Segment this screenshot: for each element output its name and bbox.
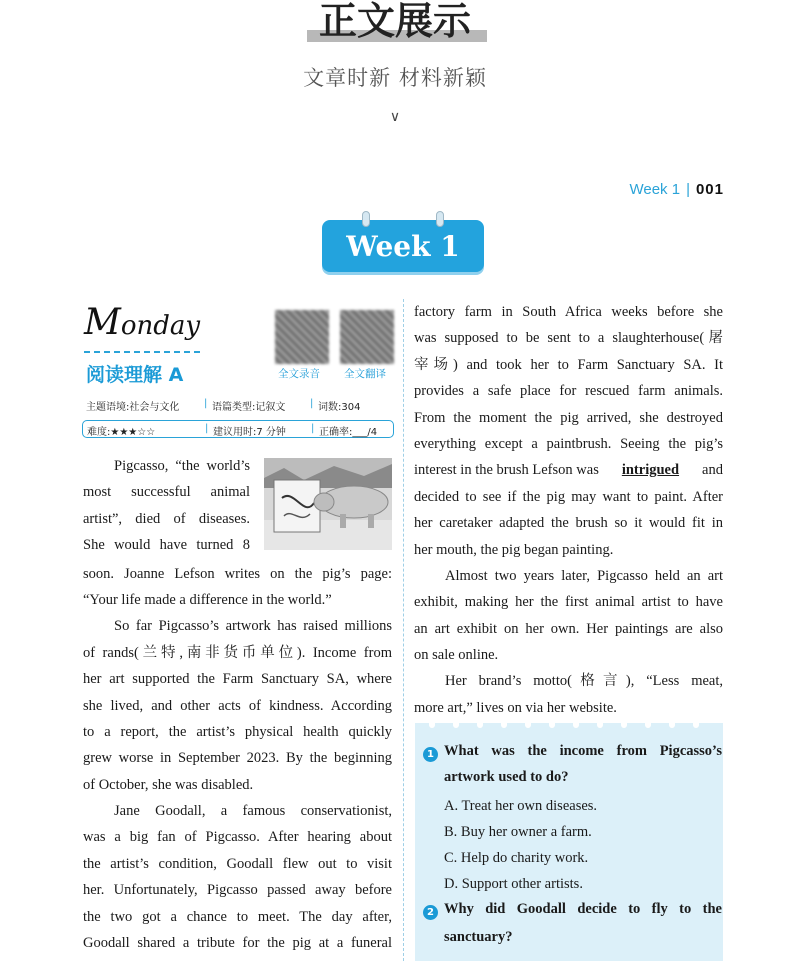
meta-theme: 主题语境:社会与文化: [86, 402, 180, 413]
meta-pipe: |: [205, 423, 209, 434]
page-title: 正文展示: [318, 0, 471, 43]
article-line: was supposed to be sent to a slaughterhouse(屠: [414, 330, 723, 347]
page-number: 001: [695, 181, 724, 198]
day-initial: M: [84, 302, 121, 343]
article-line: Jane Goodall, a famous conservationist,: [114, 803, 392, 820]
page-tag-week: Week 1: [629, 181, 681, 198]
article-left-column: [83, 453, 392, 956]
article-line: on sale online.: [414, 647, 499, 664]
week-badge: [322, 220, 484, 272]
article-text: and: [702, 462, 723, 479]
binder-holes: [415, 718, 723, 728]
article-line: decided to see if the pig may want to paint. After: [414, 488, 723, 505]
question-text: Why did Goodall decide to fly to the: [444, 901, 722, 917]
article-line: grew worse in September 2023. By the beginning: [83, 750, 392, 767]
article-line: to a report, the artist’s physical health quickly: [83, 723, 392, 740]
article-line: “Your life made a difference in the world.”: [83, 591, 332, 608]
question-number-badge: 2: [423, 905, 438, 920]
qr-label-audio: 全文录音: [278, 368, 320, 380]
page-tag-separator: |: [686, 181, 690, 198]
section-type: 阅读理解 A: [86, 364, 184, 386]
article-line: everything except a paintbrush. Seeing the pig’s: [414, 435, 723, 452]
qr-label-translation: 全文翻译: [344, 368, 386, 380]
article-line: She would have turned 8: [83, 537, 250, 554]
article-line: she lived, and other acts of kindness. According: [83, 697, 392, 714]
heading-divider: [84, 351, 200, 353]
article-line: soon. Joanne Lefson writes on the pig’s page:: [83, 565, 392, 582]
article-line: of October, she was disabled.: [83, 776, 254, 793]
meta-row-2: [82, 420, 394, 438]
article-line: artist”, died of diseases.: [83, 510, 250, 527]
meta-accuracy: 正确率:___/4: [319, 427, 378, 438]
article-line: provides a safe place for rescued farm animals.: [414, 383, 723, 400]
option-a[interactable]: A. Treat her own diseases.: [444, 798, 598, 814]
article-line: of rands(兰特,南非货币单位). Income from: [83, 644, 392, 661]
chevron-down-icon: ∨: [389, 109, 401, 125]
article-line: her. Unfortunately, Pigcasso passed away before: [83, 882, 392, 899]
binder-pin-icon: [436, 211, 444, 227]
option-b[interactable]: B. Buy her owner a farm.: [444, 824, 592, 840]
option-d[interactable]: D. Support other artists.: [444, 876, 583, 892]
article-line: an art exhibit on her own. Her paintings are also: [414, 620, 723, 637]
article-line: her caretaker adapted the brush so it would fit in: [414, 515, 723, 532]
week-badge-label: Week 1: [346, 229, 460, 263]
meta-difficulty: 难度:★★★☆☆: [87, 427, 156, 438]
meta-genre: 语篇类型:记叙文: [212, 402, 286, 413]
article-line: her art supported the Farm Sanctuary SA, where: [83, 671, 392, 688]
question-text: artwork used to do?: [444, 769, 569, 785]
meta-pipe: |: [311, 423, 315, 434]
qr-code-audio[interactable]: [275, 310, 329, 364]
question-number-badge: 1: [423, 747, 438, 762]
article-line: So far Pigcasso’s artwork has raised millions: [114, 618, 392, 635]
article-line: her mouth, the pig began painting.: [414, 541, 614, 558]
meta-wordcount: 词数:304: [318, 402, 361, 413]
question-text: What was the income from Pigcasso’s: [444, 743, 722, 759]
article-line: more art,” lives on via her website.: [414, 699, 617, 716]
article-line: Her brand’s motto(格言), “Less meat,: [445, 673, 723, 690]
meta-pipe: |: [310, 398, 314, 409]
article-line: the two got a chance to meet. The day after,: [83, 908, 392, 925]
qr-code-translation[interactable]: [340, 310, 394, 364]
option-c[interactable]: C. Help do charity work.: [444, 850, 589, 866]
header-title-block: [0, 0, 790, 46]
column-divider: [403, 299, 404, 961]
article-line: 宰场) and took her to Farm Sanctuary SA. It: [414, 356, 723, 373]
article-line: exhibit, making her the first animal artist to have: [414, 594, 723, 611]
meta-pipe: |: [204, 398, 208, 409]
article-line: [414, 457, 723, 483]
question-text: sanctuary?: [444, 929, 513, 945]
article-line: the artist’s condition, Goodall flew out to visit: [83, 855, 392, 872]
article-line: factory farm in South Africa weeks before she: [414, 304, 723, 320]
page-subtitle: 文章时新 材料新颖: [303, 66, 487, 90]
article-line: Goodall shared a tribute for the pig at a funeral: [83, 935, 392, 952]
article-line: Almost two years later, Pigcasso held an art: [445, 567, 723, 584]
article-text: interest in the brush Lefson was: [414, 462, 599, 479]
page-number-tag: [629, 181, 724, 198]
article-line: was a big fan of Pigcasso. After hearing about: [83, 829, 392, 846]
article-line: Pigcasso, “the world’s: [114, 458, 250, 474]
meta-time: 建议用时:7 分钟: [213, 427, 286, 438]
article-right-column: [414, 299, 723, 721]
day-rest: onday: [120, 311, 201, 341]
vocab-highlight: intrigued: [621, 462, 680, 479]
article-line: most successful animal: [83, 484, 250, 501]
article-line: From the moment the pig arrived, she destroyed: [414, 409, 723, 426]
day-heading: [84, 302, 200, 343]
binder-pin-icon: [362, 211, 370, 227]
